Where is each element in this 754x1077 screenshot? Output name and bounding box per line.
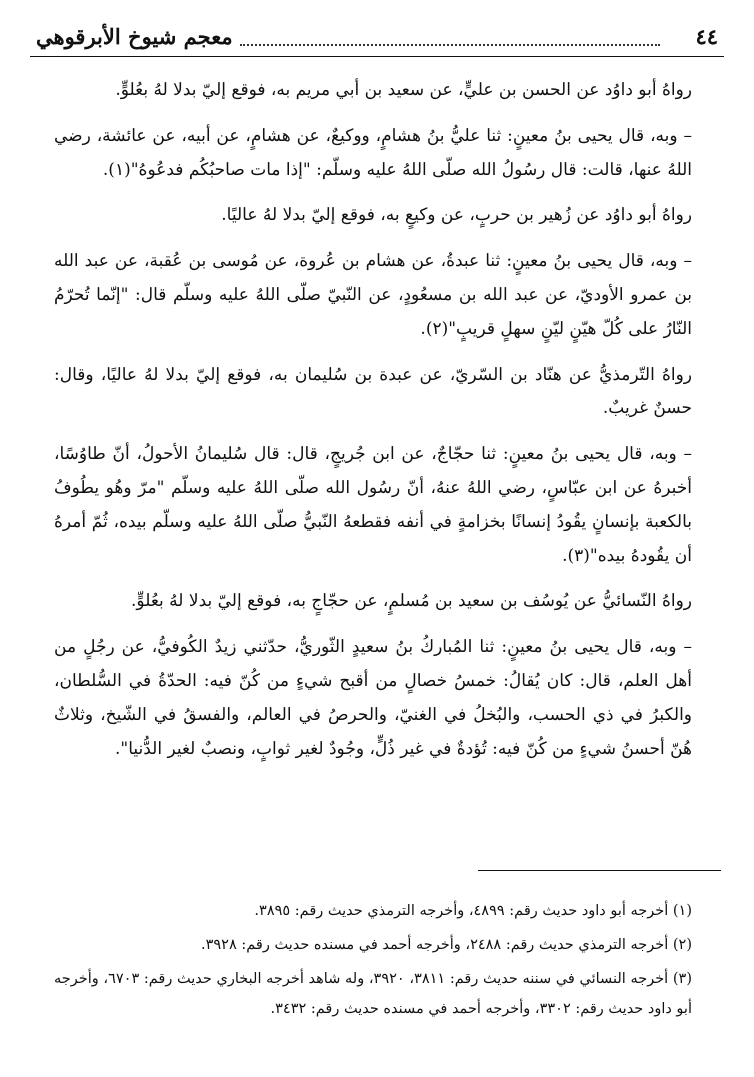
paragraph-2: – وبه، قال يحيى بنُ معينٍ: ثنا عليُّ بنُ هشامٍ، ووكيعٌ، عن هشامٍ، عن أبيه، عن عائشة، رضي اللهُ عنها، قالت: قال رسُولُ الله صلّى اللهُ عليه وسلّم: "إذا مات صاحبُكُم فدعُوهُ"(١). [54, 125, 692, 180]
header-dotted-leader [240, 44, 660, 46]
page-number: ٤٤ [695, 24, 718, 49]
paragraph-5: رواهُ التّرمذيُّ عن هنّاد بن السّريّ، عن عبدة بن سُليمان به، فوقع إليّ بدلا لهُ عاليًا، وقال: حسنٌ غريبٌ. [54, 364, 692, 419]
footnote-1: (١) أخرجه أبو داود حديث رقم: ٤٨٩٩، وأخرجه الترمذي حديث رقم: ٣٨٩٥. [254, 903, 692, 919]
running-title: معجم شيوخ الأبرقوهي [36, 24, 233, 49]
paragraph-4: – وبه، قال يحيى بنُ معينٍ: ثنا عبدةُ، عن هشام بن عُروة، عن مُوسى بن عُقبة، عن عبد الله بن عمرو الأوديّ، عن عبد الله بن مسعُودٍ، عن النّبيّ صلّى اللهُ عليه وسلّم قال: "إنّما تُحرّمُ النّارُ على كُلّ هيّنٍ ليّنٍ سهلٍ قريبٍ"(٢). [54, 251, 692, 339]
footnote-separator [478, 870, 721, 871]
paragraph-6: – وبه، قال يحيى بنُ معينٍ: ثنا حجّاجٌ، عن ابن جُريجٍ، قال: قال سُليمانُ الأحولُ، أنّ طاوُسًا، أخبرهُ عن ابن عبّاسٍ، رضي اللهُ عنهُ، أنّ رسُول الله صلّى اللهُ عليه وسلّم "مرّ وهُو يطُوفُ بالكعبة بإنسانٍ يقُودُ إنسانًا بخزامةٍ في أنفه فقطعهُ النّبيُّ صلّى اللهُ عليه وسلّم بيده، ثُمّ أمرهُ أن يقُودهُ بيده"(٣). [54, 444, 692, 566]
paragraph-1: رواهُ أبو داوُد عن الحسن بن عليٍّ، عن سعيد بن أبي مريم به، فوقع إليّ بدلا لهُ بعُلوٍّ. [115, 80, 692, 100]
main-text [54, 74, 692, 766]
page-header [30, 22, 724, 57]
paragraph-8: – وبه، قال يحيى بنُ معينٍ: ثنا المُباركُ بنُ سعيدٍ الثّوريُّ، حدّثني زيدٌ الكُوفيُّ، عن رجُلٍ من أهل العلم، قال: كان يُقالُ: خمسُ خصالٍ من أقبح شيءٍ من كُنّ فيه: الحدّةُ في السُّلطان، والكبرُ في ذي الحسب، والبُخلُ في الغنيّ، والحرصُ في العالم، والفسقُ في الشّيخ، وثلاثٌ هُنّ أحسنُ شيءٍ من كُنّ فيه: تُؤدةٌ في غير ذُلٍّ، وجُودٌ لغير ثوابٍ، ونصبٌ لغير الدُّنيا". [54, 637, 692, 759]
paragraph-3: رواهُ أبو داوُد عن زُهير بن حربٍ، عن وكيعٍ به، فوقع إليّ بدلا لهُ عاليًا. [221, 205, 692, 226]
footnote-2: (٢) أخرجه الترمذي حديث رقم: ٢٤٨٨، وأخرجه أحمد في مسنده حديث رقم: ٣٩٢٨. [201, 937, 692, 953]
paragraph-7: رواهُ النّسائيُّ عن يُوسُف بن سعيد بن مُسلمٍ، عن حجّاجٍ به، فوقع إليّ بدلا لهُ بعُلوٍّ. [131, 591, 692, 612]
footnote-3: (٣) أخرجه النسائي في سننه حديث رقم: ٣٨١١، ٣٩٢٠، وله شاهد أخرجه البخاري حديث رقم: ٦٧٠٣، وأخرجه أبو داود حديث رقم: ٣٣٠٢، وأخرجه أحمد في مسنده حديث رقم: ٣٤٣٢. [54, 971, 692, 1017]
footnotes [54, 896, 692, 1024]
